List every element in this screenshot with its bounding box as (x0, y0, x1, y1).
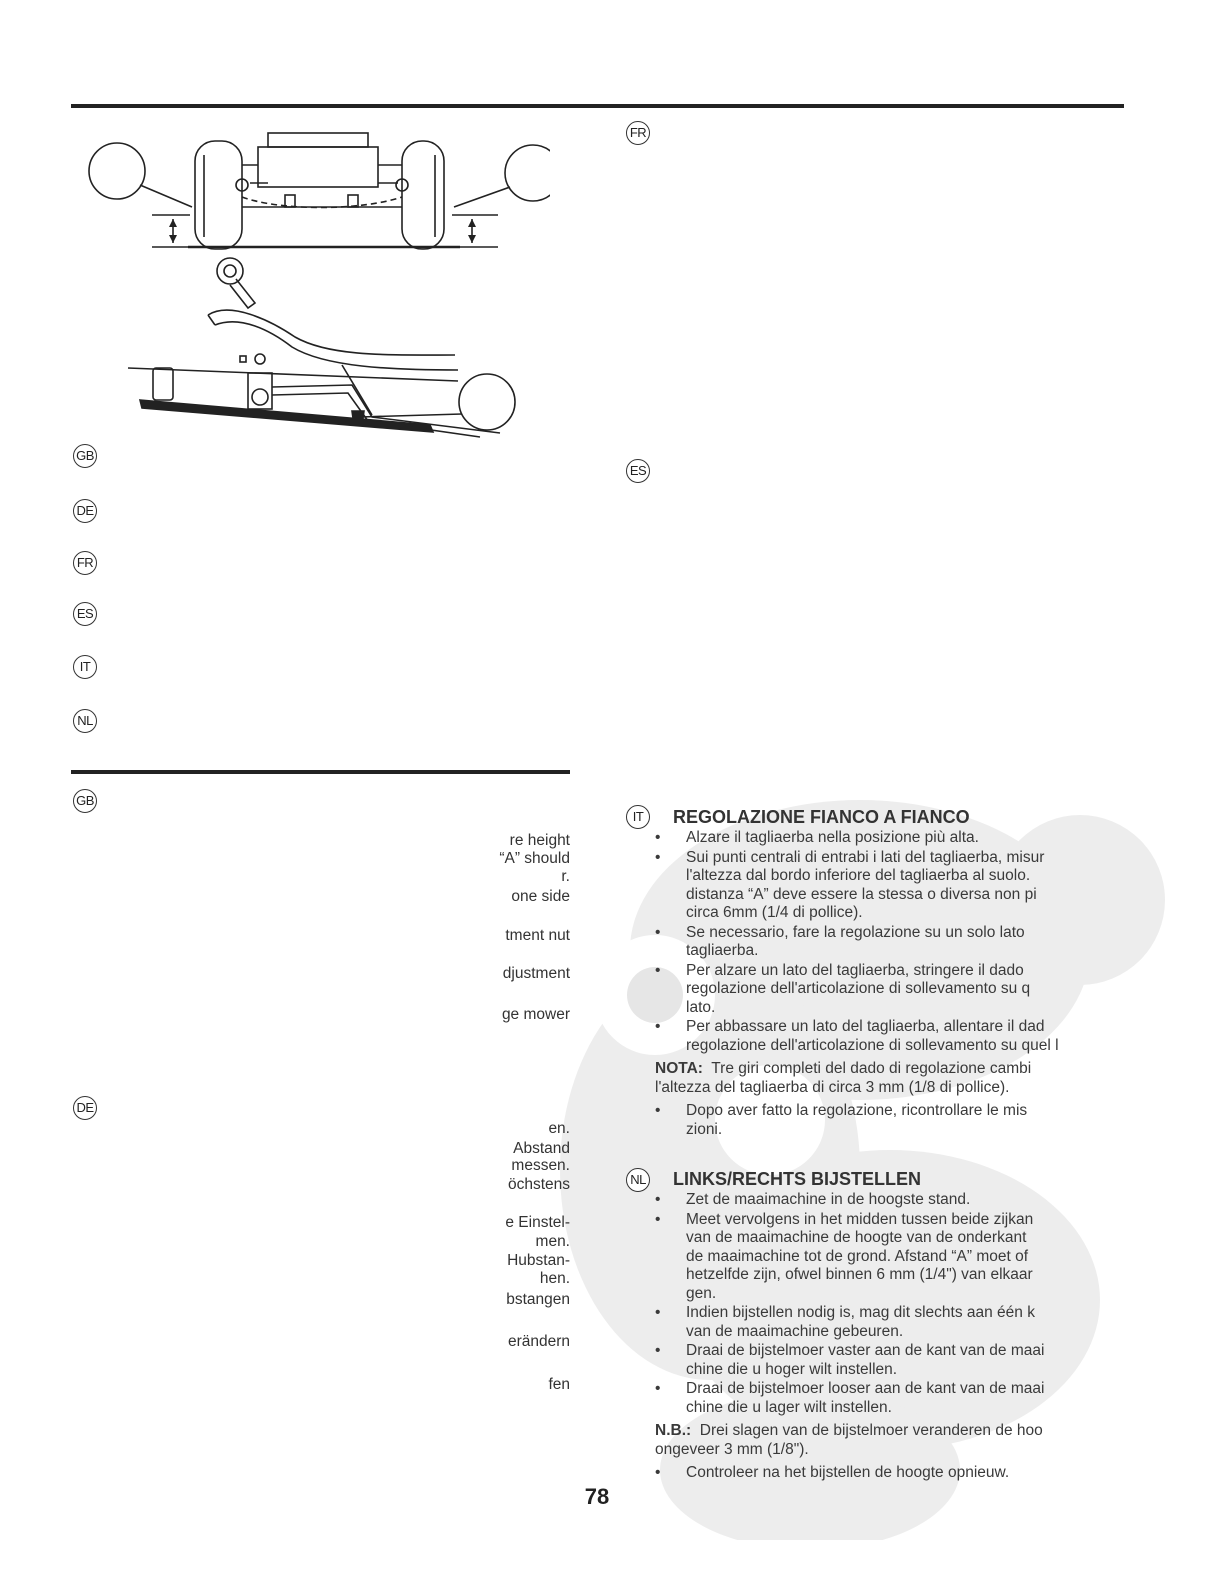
gb-fragment: djustment (502, 965, 570, 982)
line: • Se necessario, fare la regolazione su un solo lato (686, 923, 1025, 941)
de-fragment: öchstens (507, 1176, 570, 1193)
note-line: Tre giri completi del dado di regolazione cambi (711, 1060, 1032, 1077)
it-section-title: REGOLAZIONE FIANCO A FIANCO (673, 807, 970, 827)
top-rule (71, 104, 1124, 108)
callout-circle-nut (459, 374, 515, 430)
gb-fragment: r. (561, 868, 570, 885)
it-section-badge: IT (626, 805, 650, 829)
de-fragment: e Einstel- (505, 1214, 570, 1231)
line: • Draai de bijstelmoer looser aan de kant van de maai (686, 1380, 1045, 1397)
note-label: NOTA: (655, 1060, 703, 1077)
badge-gb: GB (73, 444, 97, 468)
line: chine die u hoger wilt instellen. (686, 1360, 898, 1378)
line: van de maaimachine gebeuren. (686, 1322, 904, 1340)
list-item (655, 1304, 1102, 1341)
line: • Zet de maaimachine in de hoogste stand. (686, 1191, 971, 1208)
gb-fragment: “A” should (499, 850, 570, 867)
line: • Draai de bijstelmoer vaster aan de kant van de maai (686, 1342, 1045, 1359)
list-item (655, 1380, 1102, 1417)
badge-it: IT (73, 655, 97, 679)
line: • Dopo aver fatto la regolazione, ricontrollare le mis (686, 1102, 1028, 1119)
gb-section-badge: GB (73, 789, 97, 813)
line: • Per abbassare un lato del tagliaerba, allentare il dad (686, 1018, 1045, 1035)
de-fragment: messen. (511, 1157, 570, 1174)
callout-circle-left (89, 143, 145, 199)
list-item (655, 962, 1102, 1018)
callout-circle-right (505, 145, 550, 201)
note-label: N.B.: (655, 1422, 692, 1439)
line: circa 6mm (1/4 di pollice). (686, 904, 863, 921)
line: van de maaimachine de hoogte van de onderkant (686, 1229, 1027, 1246)
line: • Indien bijstellen nodig is, mag dit slechts aan één k (686, 1304, 1035, 1321)
nl-final-bullet (622, 1464, 1102, 1483)
line: • Alzare il tagliaerba nella posizione più alta. (686, 829, 979, 846)
line: • Per alzare un lato del tagliaerba, stringere il dado (686, 961, 1024, 979)
badge-es-right: ES (626, 459, 650, 483)
callout-circle-lever (217, 258, 243, 284)
nl-section-title: LINKS/RECHTS BIJSTELLEN (673, 1169, 922, 1189)
line: distanza “A” deve essere la stessa o diversa non pi (686, 885, 1037, 903)
line: zioni. (686, 1120, 723, 1138)
badge-de: DE (73, 499, 97, 523)
list-item (655, 829, 1102, 848)
line: hetzelfde zijn, ofwel binnen 6 mm (1/4") van elkaar (686, 1266, 1033, 1283)
it-bullet-list (622, 829, 1102, 1055)
gb-fragment: one side (511, 888, 570, 905)
de-fragment: Abstand (513, 1140, 570, 1157)
line: regolazione dell'articolazione di sollevamento su q (686, 980, 1031, 997)
line: regolazione dell'articolazione di sollevamento su quel l (686, 1036, 1059, 1054)
line: gen. (686, 1284, 717, 1302)
list-item (655, 1018, 1102, 1055)
it-final-bullet (622, 1102, 1102, 1139)
line: • Sui punti centrali di entrabi i lati del tagliaerba, misur (686, 848, 1045, 866)
gb-fragment: ge mower (501, 1006, 570, 1023)
nl-section (622, 1168, 1102, 1483)
list-item (655, 924, 1102, 961)
de-fragment: fen (548, 1376, 570, 1393)
de-fragment: hen. (539, 1270, 570, 1287)
line: de maaimachine tot de grond. Afstand “A” moet of (686, 1247, 1029, 1265)
note-line: l'altezza del tagliaerba di circa 3 mm (1/8 di pollice). (655, 1078, 1010, 1096)
nl-bullet-list (622, 1191, 1102, 1417)
list-item (655, 849, 1102, 923)
note-line: Drei slagen van de bijstelmoer veranderen de hoo (699, 1422, 1043, 1439)
gb-fragment: tment nut (505, 927, 570, 944)
it-note (655, 1060, 1102, 1097)
badge-fr-right: FR (626, 121, 650, 145)
badge-es: ES (73, 602, 97, 626)
line: • Controleer na het bijstellen de hoogte opnieuw. (686, 1464, 1010, 1481)
line: chine die u lager wilt instellen. (686, 1398, 892, 1416)
note-line: ongeveer 3 mm (1/8"). (655, 1440, 809, 1458)
left-wheel (195, 141, 242, 249)
badge-fr: FR (73, 551, 97, 575)
line: l'altezza dal bordo inferiore del tagliaerba al suolo. (686, 867, 1031, 884)
right-wheel (402, 141, 444, 249)
de-fragment: Hubstan- (507, 1252, 570, 1269)
line: lato. (686, 998, 716, 1016)
line: tagliaerba. (686, 942, 759, 959)
list-item (655, 1342, 1102, 1379)
gb-fragment: re height (509, 832, 570, 849)
list-item (655, 1211, 1102, 1304)
de-fragment: erändern (507, 1333, 570, 1350)
nl-section-badge: NL (626, 1168, 650, 1192)
list-item (655, 1191, 1102, 1210)
list-item (655, 1464, 1102, 1483)
page-number: 78 (584, 1484, 610, 1509)
de-fragment: en. (548, 1120, 570, 1137)
it-section (622, 806, 1102, 1139)
badge-nl: NL (73, 709, 97, 733)
de-fragment: bstangen (506, 1291, 570, 1308)
list-item (655, 1102, 1102, 1139)
de-section-badge: DE (73, 1096, 97, 1120)
mower-diagram (80, 125, 550, 445)
gb-section-rule (71, 770, 570, 774)
line: • Meet vervolgens in het midden tussen beide zijkan (686, 1210, 1034, 1228)
de-fragment: men. (535, 1233, 570, 1250)
nl-note (655, 1422, 1102, 1459)
